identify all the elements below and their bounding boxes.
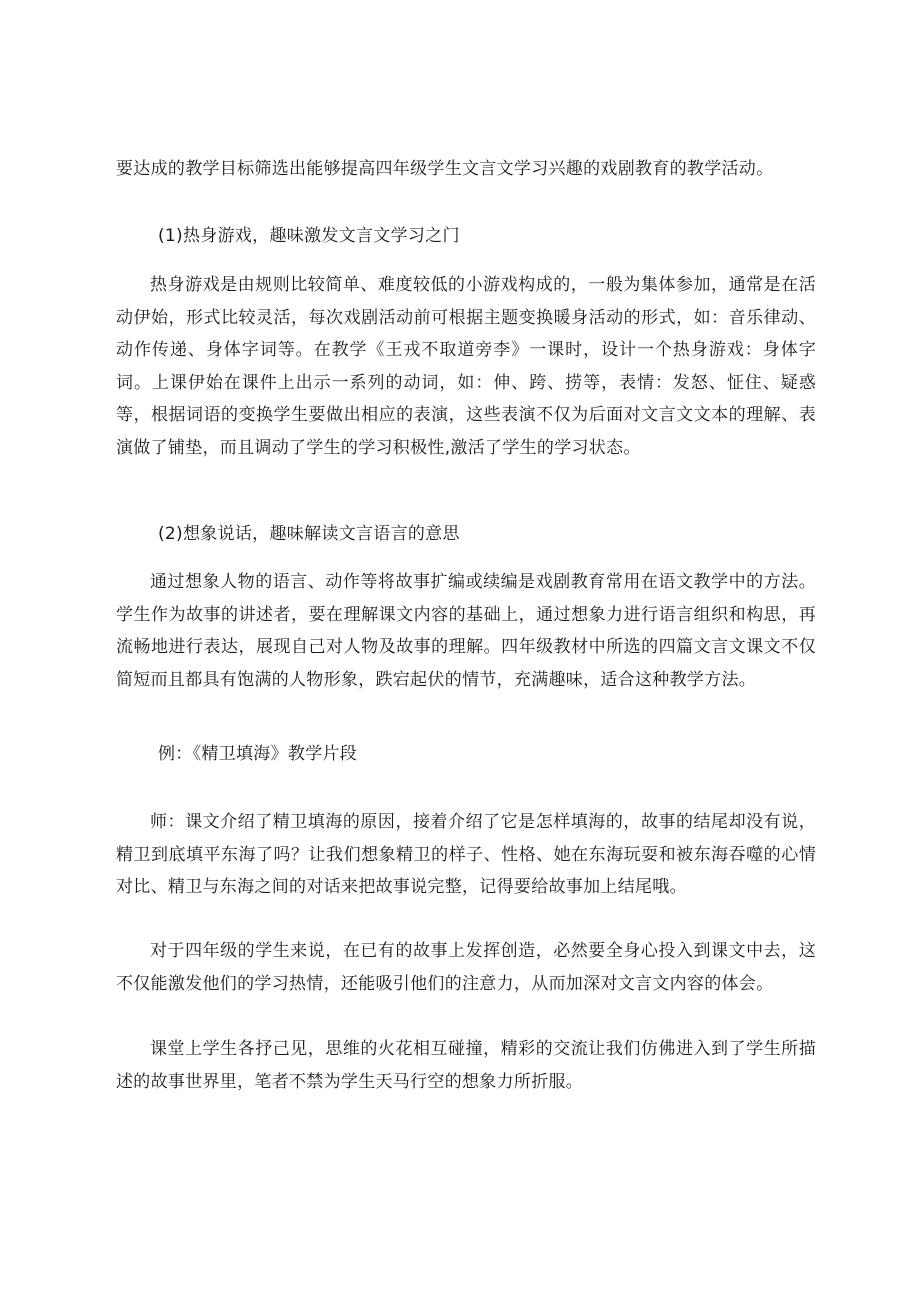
section-heading-warmup-game: (1)热身游戏，趣味激发文言文学习之门 [158, 226, 460, 246]
imaginative-speaking-paragraph: 通过想象人物的语言、动作等将故事扩编或续编是戏剧教育常用在语文教学中的方法。学生作为故事的讲述者，要在理解课文内容的基础上，通过想象力进行语言组织和构思，再流畅地进行表达，展现自己对人物及故事的理解。四年级教材中所选的四篇文言文课文不仅简短而且都具有饱满的人物形象，跌宕起伏的情节，充满趣味，适合这种教学方法。 [116, 572, 816, 690]
conclusion-paragraph: 课堂上学生各抒己见，思维的火花相互碰撞，精彩的交流让我们仿佛进入到了学生所描述的故事世界里，笔者不禁为学生天马行空的想象力所折服。 [116, 1039, 816, 1092]
example-heading: 例：《精卫填海》教学片段 [158, 744, 358, 764]
teacher-dialogue-paragraph: 师：课文介绍了精卫填海的原因，接着介绍了它是怎样填海的，故事的结尾却没有说，精卫到底填平东海了吗？让我们想象精卫的样子、性格、她在东海玩耍和被东海吞噬的心情对比、精卫与东海之间的对话来把故事说完整，记得要给故事加上结尾哦。 [116, 812, 816, 897]
intro-paragraph: 要达成的教学目标筛选出能够提高四年级学生文言文学习兴趣的戏剧教育的教学活动。 [116, 159, 774, 179]
warmup-game-paragraph: 热身游戏是由规则比较简单、难度较低的小游戏构成的，一般为集体参加，通常是在活动伊始，形式比较灵活，每次戏剧活动前可根据主题变换暖身活动的形式，如：音乐律动、动作传递、身体字词等。在教学《王戎不取道旁李》一课时，设计一个热身游戏：身体字词。上课伊始在课件上出示一系列的动词，如：伸、跨、捞等，表情：发怒、怔住、疑惑等，根据词语的变换学生要做出相应的表演，这些表演不仅为后面对文言文文本的理解、表演做了铺垫，而且调动了学生的学习积极性,激活了学生的学习状态。 [116, 275, 816, 458]
reflection-paragraph: 对于四年级的学生来说，在已有的故事上发挥创造，必然要全身心投入到课文中去，这不仅能激发他们的学习热情，还能吸引他们的注意力，从而加深对文言文内容的体会。 [116, 941, 816, 994]
section-heading-imaginative-speaking: (2)想象说话，趣味解读文言语言的意思 [158, 524, 460, 544]
